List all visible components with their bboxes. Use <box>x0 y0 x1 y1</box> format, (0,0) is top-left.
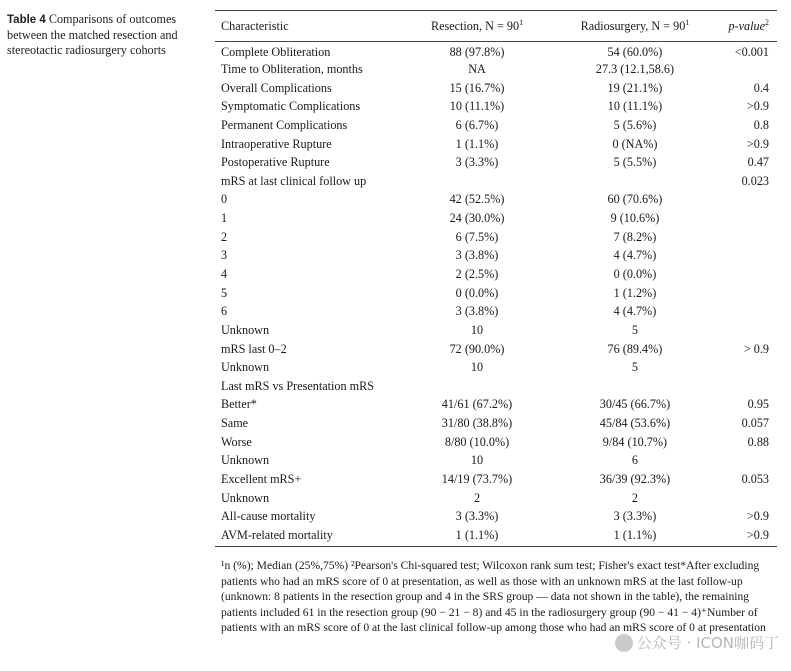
row-pvalue: 0.88 <box>747 434 769 449</box>
row-radiosurgery: 76 (89.4%) <box>607 341 663 356</box>
header-pvalue-sup: 2 <box>765 17 769 27</box>
row-characteristic: Complete Obliteration <box>221 44 331 59</box>
row-characteristic: Permanent Complications <box>221 117 348 132</box>
row-characteristic: 0 <box>221 192 228 207</box>
table-row <box>215 228 777 247</box>
row-pvalue: 0.47 <box>747 155 769 170</box>
row-pvalue: >0.9 <box>746 509 769 524</box>
row-radiosurgery: 1 (1.2%) <box>613 285 657 300</box>
header-resection: Resection, $N = 90^1$ <box>395 11 559 42</box>
row-characteristic: Better* <box>221 397 257 412</box>
row-radiosurgery: 36/39 (92.3%) <box>599 472 671 487</box>
row-pvalue: 0.95 <box>747 397 769 412</box>
row-resection: 3 (3.8%) <box>455 248 499 263</box>
row-resection: 6 (7.5%) <box>455 229 499 244</box>
row-characteristic: Worse <box>221 434 252 449</box>
row-resection: 1 (1.1%) <box>395 526 559 546</box>
table-row <box>215 79 777 98</box>
row-pvalue: 0.8 <box>753 117 769 132</box>
row-radiosurgery: 2 <box>631 490 638 505</box>
row-pvalue <box>711 284 777 303</box>
row-resection: 1 (1.1%) <box>455 136 499 151</box>
row-radiosurgery: 0 (0.0%) <box>613 267 657 281</box>
row-characteristic: Last mRS vs Presentation mRS <box>221 378 375 393</box>
table-row <box>215 172 777 191</box>
row-pvalue <box>711 209 777 228</box>
row-resection: 15 (16.7%) <box>449 80 505 95</box>
row-resection: 14/19 (73.7%) <box>441 472 513 487</box>
table-row <box>215 265 777 284</box>
row-characteristic: Unknown <box>221 360 270 375</box>
table-row <box>215 247 777 266</box>
row-radiosurgery: 3 (3.3%) <box>613 509 657 524</box>
row-resection: 88 (97.8%) <box>449 44 505 59</box>
row-pvalue: > 0.9 <box>743 341 769 356</box>
table-row <box>215 97 777 116</box>
row-pvalue <box>711 452 777 471</box>
row-pvalue <box>711 489 777 508</box>
table-row <box>215 377 777 396</box>
row-resection <box>395 172 559 191</box>
row-pvalue: <0.001 <box>734 44 769 59</box>
table-body <box>215 42 777 547</box>
row-characteristic: 2 <box>221 229 228 244</box>
row-resection: 42 (52.5%) <box>449 192 505 207</box>
row-characteristic: All-cause mortality <box>221 509 316 524</box>
table-caption <box>7 12 203 58</box>
row-radiosurgery: 4 (4.7%) <box>613 248 657 263</box>
row-characteristic: mRS at last clinical follow up <box>221 173 367 188</box>
row-resection: 2 (2.5%) <box>455 267 499 281</box>
row-pvalue: 0.053 <box>741 472 769 487</box>
row-radiosurgery: 54 (60.0%) <box>607 44 663 59</box>
row-radiosurgery: 60 (70.6%) <box>607 192 663 207</box>
table-row <box>215 302 777 321</box>
header-characteristic: Characteristic <box>215 11 395 42</box>
table-row <box>215 470 777 489</box>
table-row <box>215 396 777 415</box>
row-pvalue: >0.9 <box>746 136 769 151</box>
row-pvalue: 0.4 <box>753 80 769 95</box>
row-characteristic: 4 <box>221 267 228 281</box>
table-row <box>215 116 777 135</box>
row-pvalue <box>711 228 777 247</box>
table-row <box>215 42 777 61</box>
row-resection: 6 (6.7%) <box>455 117 499 132</box>
row-radiosurgery: 5 <box>631 322 638 337</box>
watermark <box>615 632 779 653</box>
header-resection-sup: 1 <box>519 17 524 27</box>
row-resection: 0 (0.0%) <box>455 285 499 300</box>
table-row <box>215 284 777 303</box>
row-resection: 3 (3.3%) <box>455 155 499 170</box>
row-resection: 31/80 (38.8%) <box>441 416 513 431</box>
row-radiosurgery: 9/84 (10.7%) <box>602 434 668 449</box>
row-pvalue: >0.9 <box>746 99 769 114</box>
row-radiosurgery: 45/84 (53.6%) <box>599 416 671 431</box>
row-pvalue <box>711 265 777 284</box>
table-caption-text: Comparisons of outcomes between the matched resection and stereotactic radiosurgery cohorts <box>7 12 178 57</box>
header-radiosurgery: Radiosurgery, $N = 90^1$ <box>559 11 711 42</box>
table-row <box>215 153 777 172</box>
row-characteristic: mRS last 0–2 <box>221 341 287 356</box>
table-row <box>215 358 777 377</box>
row-resection: 10 <box>470 453 484 468</box>
table-row <box>215 508 777 527</box>
row-resection: 72 (90.0%) <box>449 341 505 356</box>
row-resection: 3 (3.3%) <box>455 509 499 524</box>
row-radiosurgery: 7 (8.2%) <box>613 229 657 244</box>
row-characteristic: 5 <box>221 285 228 300</box>
row-radiosurgery: 4 (4.7%) <box>613 304 657 319</box>
row-characteristic: 6 <box>221 304 228 319</box>
row-pvalue: 0.023 <box>741 173 769 188</box>
row-characteristic: Excellent mRS+ <box>221 472 302 487</box>
row-characteristic: Symptomatic Complications <box>221 99 361 114</box>
table-row <box>215 433 777 452</box>
header-radiosurgery-sup: 1 <box>685 17 690 27</box>
row-characteristic: Overall Complications <box>221 80 332 95</box>
row-pvalue <box>711 358 777 377</box>
row-resection: 10 <box>470 360 484 375</box>
row-radiosurgery: 27.3 (12.1,58.6) <box>595 61 675 76</box>
watermark-text: 公众号 · ICON咖码丁 <box>636 634 779 652</box>
row-radiosurgery: 5 (5.6%) <box>613 117 657 132</box>
row-resection: 3 (3.8%) <box>455 304 499 319</box>
row-radiosurgery: 19 (21.1%) <box>607 80 663 95</box>
row-radiosurgery: 9 (10.6%) <box>610 211 660 226</box>
table-row <box>215 60 777 79</box>
row-pvalue <box>711 247 777 266</box>
row-characteristic: Time to Obliteration, months <box>221 61 363 76</box>
table-row <box>215 340 777 359</box>
row-radiosurgery <box>559 377 711 396</box>
row-pvalue <box>711 377 777 396</box>
wechat-icon <box>615 634 633 652</box>
row-radiosurgery: 10 (11.1%) <box>607 99 663 114</box>
row-characteristic: Postoperative Rupture <box>221 155 330 170</box>
row-pvalue: 0.057 <box>741 416 769 431</box>
table-header <box>215 11 777 42</box>
row-radiosurgery: 6 <box>631 453 638 468</box>
row-resection: 24 (30.0%) <box>449 211 505 226</box>
table-row <box>215 321 777 340</box>
table-row <box>215 489 777 508</box>
row-resection: 8/80 (10.0%) <box>444 434 510 449</box>
header-pvalue: p-value$^2$ <box>711 11 777 42</box>
table-row <box>215 135 777 154</box>
table-row <box>215 191 777 210</box>
row-radiosurgery: 30/45 (66.7%) <box>599 397 671 412</box>
row-characteristic: Unknown <box>221 490 270 505</box>
row-characteristic: Intraoperative Rupture <box>221 136 332 151</box>
table-row <box>215 452 777 471</box>
table-row <box>215 209 777 228</box>
header-row <box>215 11 777 42</box>
row-resection: 10 (11.1%) <box>449 99 505 114</box>
row-pvalue: >0.9 <box>711 526 777 546</box>
row-pvalue <box>711 191 777 210</box>
outcomes-table <box>215 10 777 547</box>
row-resection: 10 <box>470 322 484 337</box>
row-pvalue <box>711 302 777 321</box>
row-characteristic: Unknown <box>221 322 270 337</box>
row-characteristic: AVM-related mortality <box>215 526 395 546</box>
table-label: Table 4 <box>7 14 46 26</box>
table-row <box>215 526 777 546</box>
row-resection: NA <box>468 61 486 76</box>
row-characteristic: Unknown <box>221 453 270 468</box>
table-container <box>215 10 777 547</box>
row-characteristic: Same <box>221 416 249 431</box>
row-radiosurgery: 5 (5.5%) <box>613 155 657 170</box>
row-radiosurgery <box>559 172 711 191</box>
row-resection: 2 <box>473 490 481 505</box>
row-resection <box>395 377 559 396</box>
row-characteristic: 1 <box>221 211 228 226</box>
row-pvalue <box>711 321 777 340</box>
row-radiosurgery: 0 (NA%) <box>612 136 658 151</box>
row-pvalue <box>711 60 777 79</box>
table-row <box>215 414 777 433</box>
row-resection: 41/61 (67.2%) <box>441 397 513 412</box>
row-radiosurgery: 1 (1.1%) <box>559 526 711 546</box>
row-radiosurgery: 5 <box>631 360 638 375</box>
row-characteristic: 3 <box>221 248 228 263</box>
table-footnote: ¹n (%); Median (25%,75%) ²Pearson's Chi-squared test; Wilcoxon rank sum test; Fisher's exact test*After excluding patients who had an mRS score of 0 at presentation, as well as those with an unknown mRS at the last follow-up (unknown: 8 patients in the resection group and 4 in the SRS group — data not shown in the table), the remaining patients included 61 in the resection group (90 − 21 − 8) and 45 in the radiosurgery group (90 − 41 − 4)⁺Number of patients with an mRS score of 0 at the last clinical follow-up among those who had an mRS score of 0 at presentation <box>221 559 766 635</box>
